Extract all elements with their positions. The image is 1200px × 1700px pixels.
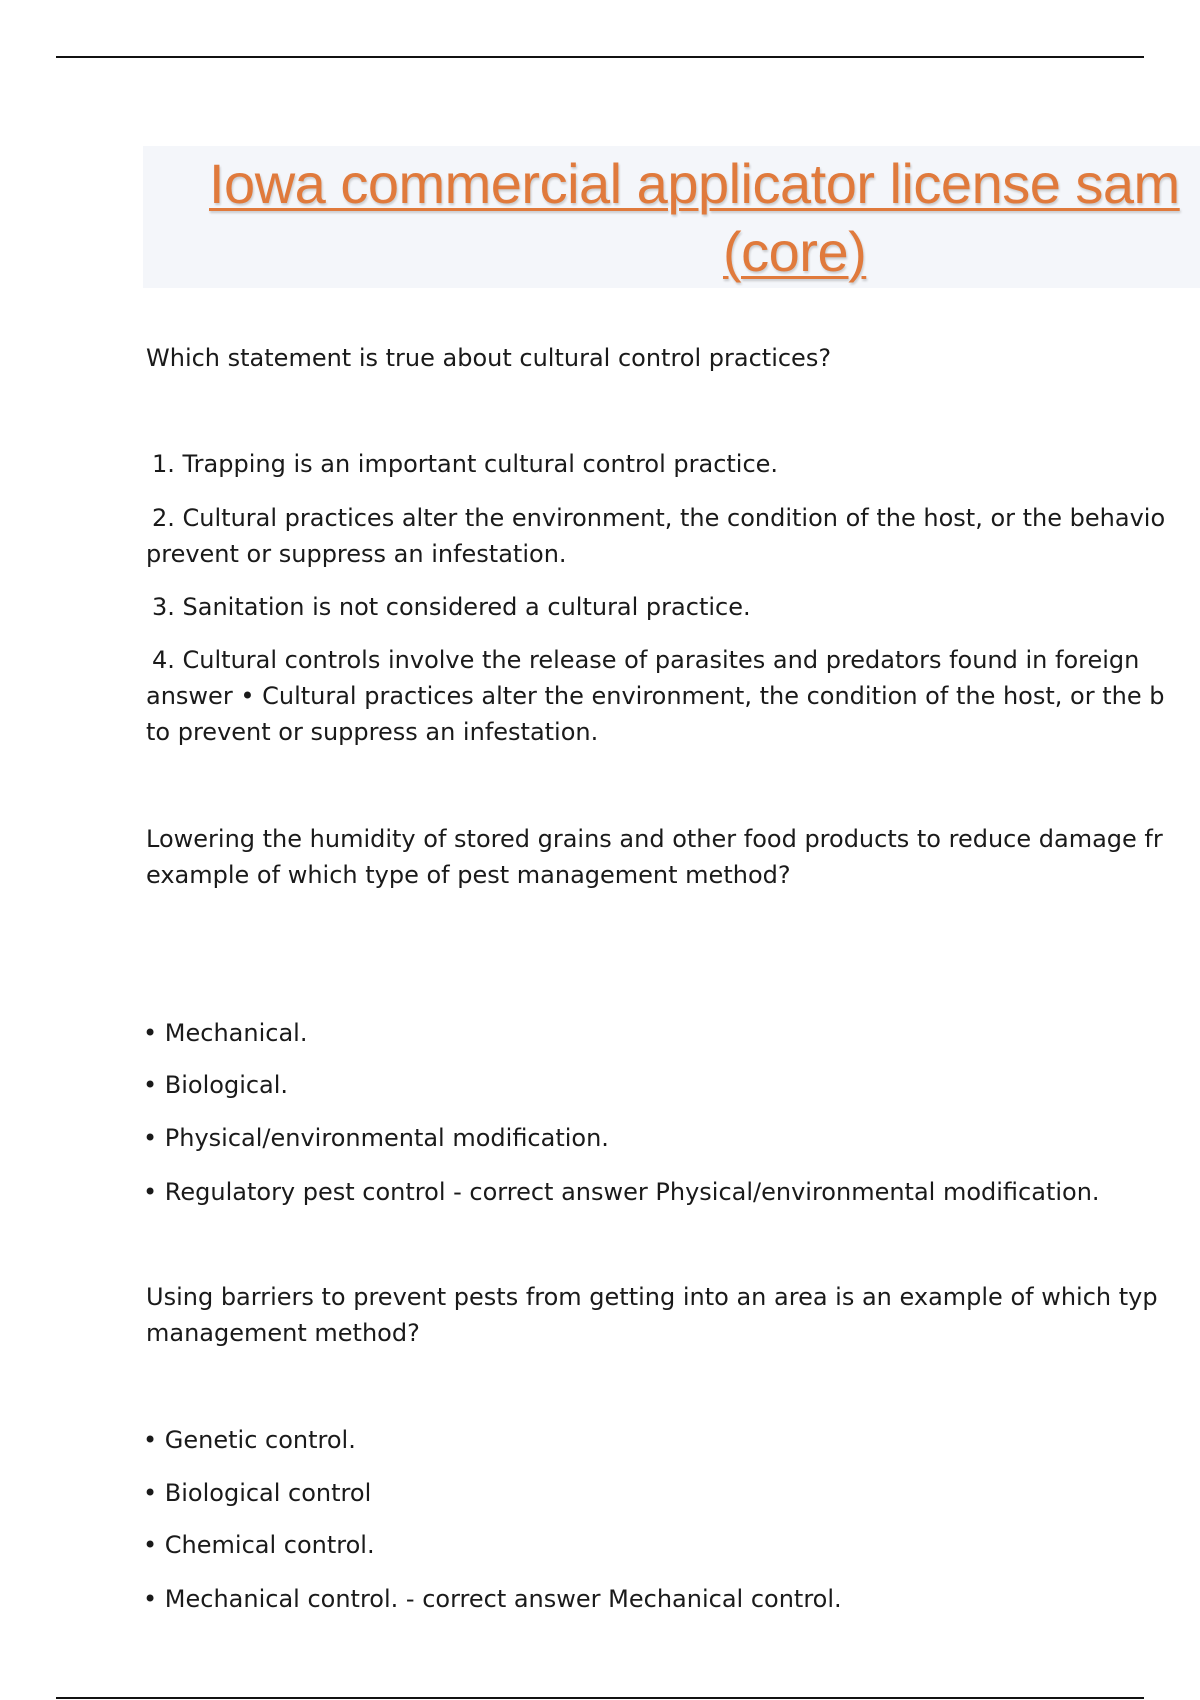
question-1-text: Which statement is true about cultural control practices? xyxy=(146,344,832,372)
document-title-line-1: Iowa commercial applicator license sam xyxy=(209,152,1180,215)
question-3-option-4: • Mechanical control. - correct answer Mechanical control. xyxy=(143,1585,842,1613)
question-2-text-line-2: example of which type of pest management method? xyxy=(146,861,791,889)
question-2-option-1: • Mechanical. xyxy=(143,1019,308,1047)
question-3-text-line-2: management method? xyxy=(146,1319,420,1347)
footer-rule xyxy=(56,1697,1144,1699)
question-3-option-1: • Genetic control. xyxy=(143,1426,356,1454)
question-1-option-4-line-1: 4. Cultural controls involve the release of parasites and predators found in foreign xyxy=(152,646,1140,674)
title-banner xyxy=(143,146,1200,288)
document-title-line-2: (core) xyxy=(723,220,867,283)
question-1-option-4-line-3: to prevent or suppress an infestation. xyxy=(146,718,599,746)
question-1-option-2-line-1: 2. Cultural practices alter the environment, the condition of the host, or the behavio xyxy=(152,504,1166,532)
question-3-option-3: • Chemical control. xyxy=(143,1531,375,1559)
question-1-option-3: 3. Sanitation is not considered a cultural practice. xyxy=(152,593,751,621)
question-2-option-2: • Biological. xyxy=(143,1071,289,1099)
question-2-text-line-1: Lowering the humidity of stored grains and other food products to reduce damage fr xyxy=(146,825,1163,853)
question-3-text-line-1: Using barriers to prevent pests from getting into an area is an example of which typ xyxy=(146,1283,1158,1311)
question-3-option-2: • Biological control xyxy=(143,1479,372,1507)
question-1-option-2-line-2: prevent or suppress an infestation. xyxy=(146,540,567,568)
question-1-option-4-line-2: answer • Cultural practices alter the environment, the condition of the host, or the b xyxy=(146,682,1165,710)
question-1-option-1: 1. Trapping is an important cultural control practice. xyxy=(152,450,779,478)
question-2-option-3: • Physical/environmental modification. xyxy=(143,1124,609,1152)
question-2-option-4: • Regulatory pest control - correct answer Physical/environmental modification. xyxy=(143,1178,1100,1206)
header-rule xyxy=(56,56,1144,58)
